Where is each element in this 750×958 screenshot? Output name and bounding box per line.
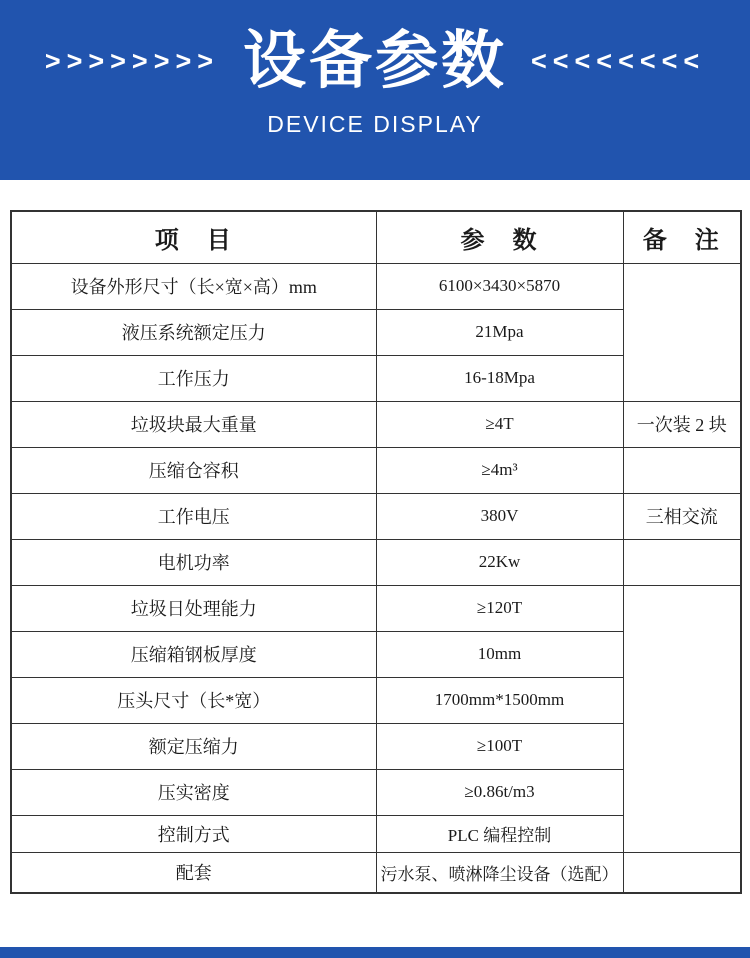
remark-cell	[623, 539, 741, 585]
remark-cell: 三相交流	[623, 493, 741, 539]
item-cell: 液压系统额定压力	[11, 309, 376, 355]
value-cell: ≥0.86t/m3	[376, 769, 623, 815]
value-cell: 22Kw	[376, 539, 623, 585]
item-cell: 工作电压	[11, 493, 376, 539]
table-row	[11, 401, 741, 447]
value-cell: 污水泵、喷淋降尘设备（选配）	[376, 852, 623, 893]
item-cell: 配套	[11, 852, 376, 893]
item-cell: 设备外形尺寸（长×宽×高）mm	[11, 263, 376, 309]
value-cell: ≥120T	[376, 585, 623, 631]
column-header-item: 项 目	[11, 211, 376, 263]
table-row	[11, 852, 741, 893]
value-cell: 21Mpa	[376, 309, 623, 355]
value-cell: ≥4m³	[376, 447, 623, 493]
title-row	[0, 0, 750, 96]
item-cell: 工作压力	[11, 355, 376, 401]
table-row	[11, 585, 741, 631]
footer-bar	[0, 947, 750, 958]
item-cell: 压缩仓容积	[11, 447, 376, 493]
value-cell: 10mm	[376, 631, 623, 677]
value-cell: ≥4T	[376, 401, 623, 447]
spec-table	[10, 210, 742, 894]
page-title: 设备参数	[243, 26, 507, 96]
value-cell: 6100×3430×5870	[376, 263, 623, 309]
table-row	[11, 263, 741, 309]
item-cell: 垃圾日处理能力	[11, 585, 376, 631]
item-cell: 压缩箱钢板厚度	[11, 631, 376, 677]
remark-cell	[623, 263, 741, 401]
item-cell: 压头尺寸（长*宽）	[11, 677, 376, 723]
column-header-param: 参 数	[376, 211, 623, 263]
remark-cell	[623, 852, 741, 893]
table-header-row	[11, 211, 741, 263]
item-cell: 控制方式	[11, 815, 376, 852]
table-row	[11, 493, 741, 539]
page-subtitle: DEVICE DISPLAY	[267, 111, 483, 137]
table-row	[11, 447, 741, 493]
header-banner	[0, 0, 750, 180]
remark-cell: 一次装 2 块	[623, 401, 741, 447]
left-arrows-decoration: >>>>>>>>	[44, 46, 219, 76]
item-cell: 额定压缩力	[11, 723, 376, 769]
item-cell: 垃圾块最大重量	[11, 401, 376, 447]
remark-cell	[623, 447, 741, 493]
right-arrows-decoration: <<<<<<<<	[531, 46, 706, 76]
item-cell: 电机功率	[11, 539, 376, 585]
value-cell: PLC 编程控制	[376, 815, 623, 852]
item-cell: 压实密度	[11, 769, 376, 815]
value-cell: 16-18Mpa	[376, 355, 623, 401]
remark-cell	[623, 585, 741, 852]
value-cell: 380V	[376, 493, 623, 539]
table-row	[11, 539, 741, 585]
value-cell: ≥100T	[376, 723, 623, 769]
value-cell: 1700mm*1500mm	[376, 677, 623, 723]
column-header-remark: 备 注	[623, 211, 741, 263]
